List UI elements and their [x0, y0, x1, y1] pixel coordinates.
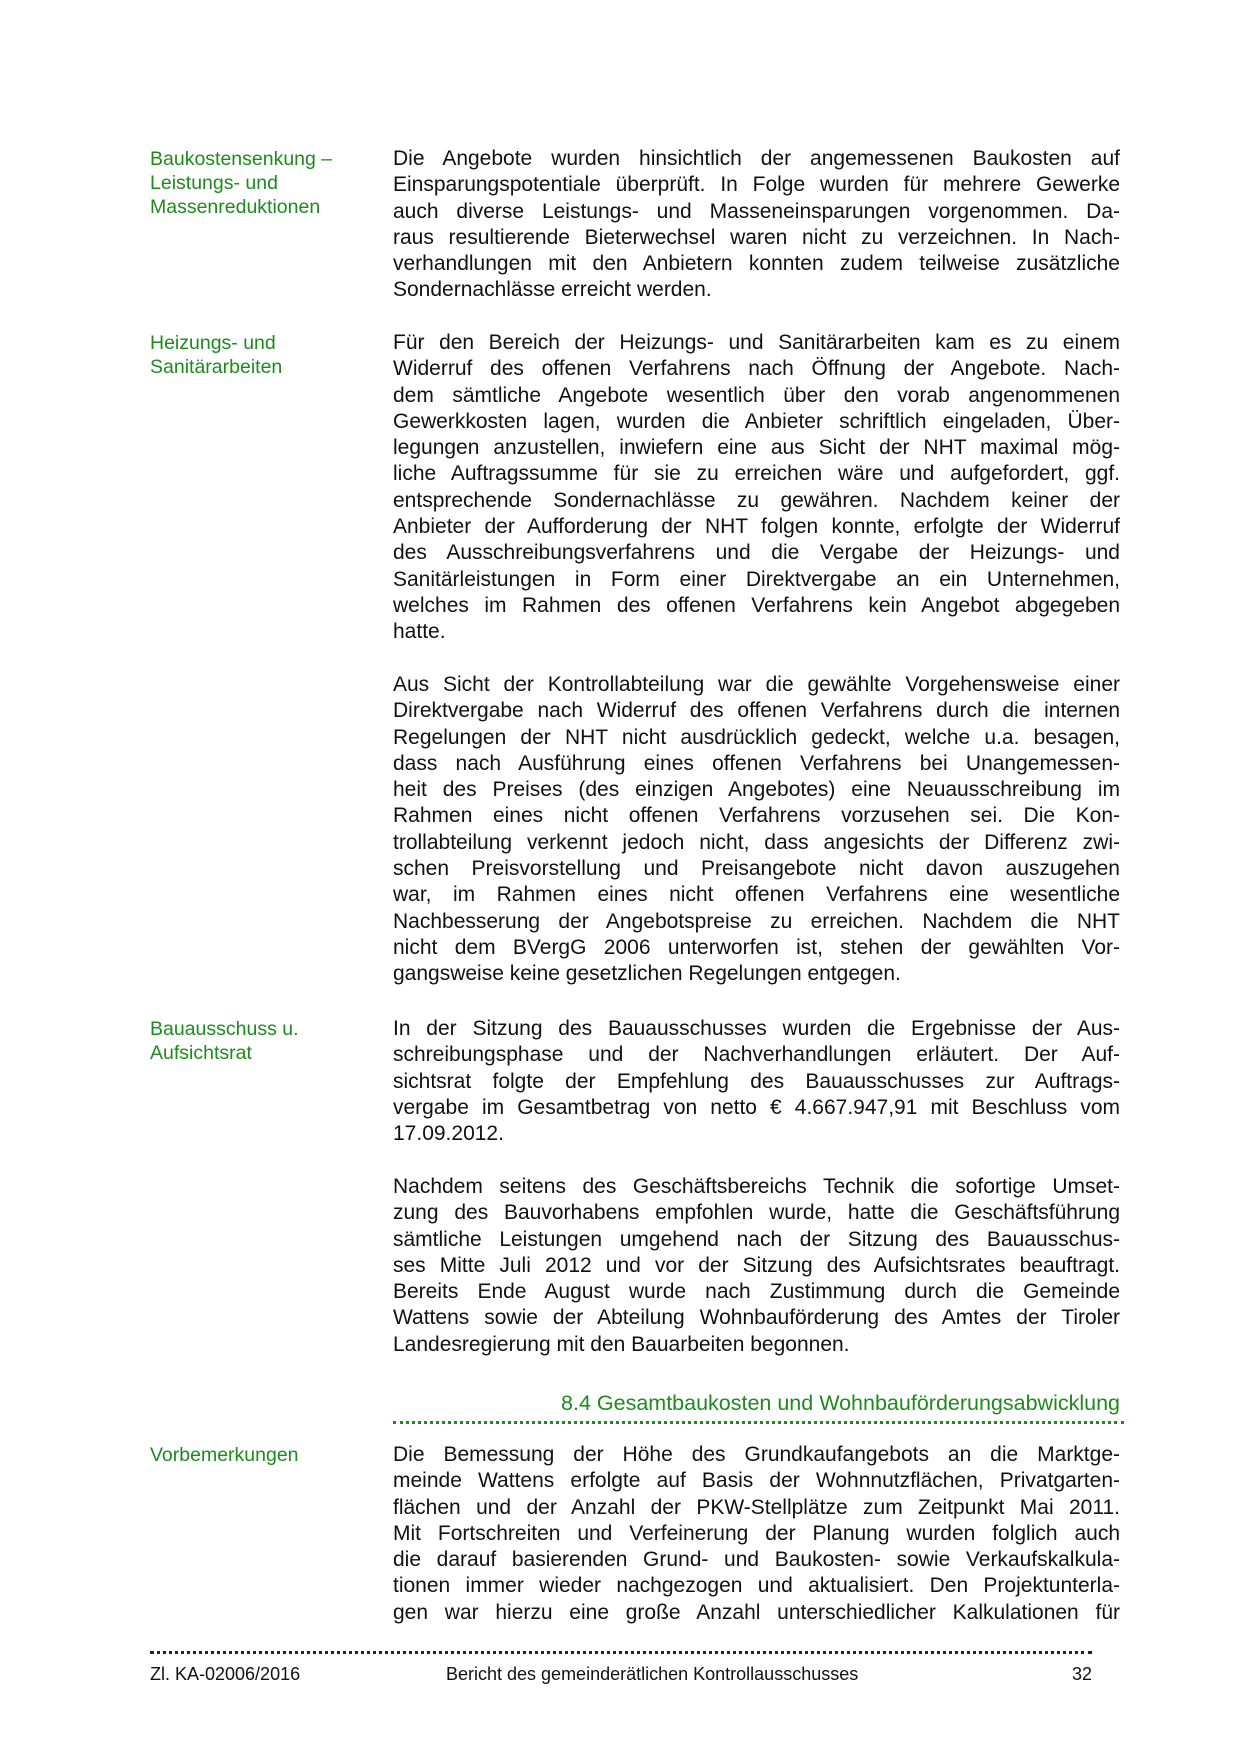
- text-line: Wattens sowie der Abteilung Wohnbauförderung des Amtes der Tiroler: [393, 1306, 1120, 1330]
- text-line: tionen immer wieder nachgezogen und aktualisiert. Den Projektunterla-: [393, 1574, 1120, 1598]
- document-reference: Zl. KA-02006/2016: [150, 1664, 301, 1684]
- text-line: ses Mitte Juli 2012 und vor der Sitzung des Aufsichtsrates beauftragt.: [393, 1253, 1120, 1277]
- text-line: Sanitärleistungen in Form einer Direktvergabe an ein Unternehmen,: [393, 567, 1120, 591]
- text-line: des Ausschreibungsverfahrens und die Vergabe der Heizungs- und: [393, 541, 1120, 565]
- text-line: Nachdem seitens des Geschäftsbereichs Technik die sofortige Umset-: [393, 1175, 1120, 1198]
- paragraph-bauausschuss-sitzung: [393, 1016, 1120, 1147]
- margin-label-baukostensenkung: [150, 147, 380, 219]
- text-line: Direktvergabe nach Widerruf des offenen Verfahrens durch die internen: [393, 699, 1120, 723]
- text-line: trollabteilung verkennt jedoch nicht, dass angesichts der Differenz zwi-: [393, 830, 1120, 854]
- margin-label-line: Heizungs- und: [150, 332, 276, 354]
- margin-label-vorbemerkungen: [150, 1443, 380, 1467]
- text-line: Sondernachlässe erreicht werden.: [393, 278, 712, 302]
- text-line: Die Bemessung der Höhe des Grundkaufangebots an die Marktge-: [393, 1443, 1120, 1466]
- margin-label-line: Sanitärarbeiten: [150, 356, 283, 378]
- page-number: 32: [1071, 1664, 1092, 1684]
- text-line: Mit Fortschreiten und Verfeinerung der Planung wurden folglich auch: [393, 1521, 1120, 1545]
- text-line: nicht dem BVergG 2006 unterworfen ist, stehen der gewählten Vor-: [393, 935, 1120, 959]
- text-line: schen Preisvorstellung und Preisangebote nicht davon auszugehen: [393, 857, 1120, 881]
- text-line: dass nach Ausführung eines offenen Verfahrens bei Unangemessen-: [393, 751, 1120, 775]
- text-line: heit des Preises (des einzigen Angebotes) eine Neuausschreibung im: [393, 778, 1120, 802]
- section-heading: 8.4 Gesamtbaukosten und Wohnbauförderungsabwicklung: [561, 1391, 1120, 1415]
- text-line: vergabe im Gesamtbetrag von netto € 4.667.947,91 mit Beschluss vom: [393, 1095, 1120, 1119]
- text-line: Rahmen eines nicht offenen Verfahrens vorzusehen sei. Die Kon-: [393, 804, 1120, 828]
- report-title: Bericht des gemeinderätlichen Kontrollausschusses: [446, 1664, 859, 1684]
- text-line: Gewerkkosten lagen, wurden die Anbieter schriftlich eingeladen, Über-: [393, 409, 1120, 433]
- text-line: dem sämtliche Angebote wesentlich über den vorab angenommenen: [393, 383, 1120, 407]
- paragraph-baukostensenkung: [393, 146, 1120, 304]
- margin-label-line: Massenreduktionen: [150, 196, 321, 218]
- text-line: gangsweise keine gesetzlichen Regelungen entgegen.: [393, 962, 901, 986]
- text-line: verhandlungen mit den Anbietern konnten zudem teilweise zusätzliche: [393, 252, 1120, 276]
- paragraph-kontrollabteilung-sicht: [393, 672, 1120, 988]
- text-line: hatte.: [393, 620, 446, 644]
- text-line: meinde Wattens erfolgte auf Basis der Wohnnutzflächen, Privatgarten-: [393, 1469, 1120, 1493]
- text-line: Bereits Ende August wurde nach Zustimmung durch die Gemeinde: [393, 1280, 1120, 1304]
- text-line: legungen anzustellen, inwiefern eine aus Sicht der NHT maximal mög-: [393, 436, 1120, 460]
- text-line: Aus Sicht der Kontrollabteilung war die gewählte Vorgehensweise einer: [393, 673, 1120, 696]
- text-line: schreibungsphase und der Nachverhandlungen erläutert. Der Auf-: [393, 1043, 1120, 1067]
- text-line: Für den Bereich der Heizungs- und Sanitärarbeiten kam es zu einem: [393, 331, 1120, 354]
- footer-divider: [150, 1651, 1092, 1654]
- margin-label-line: Bauausschuss u.: [150, 1018, 299, 1040]
- margin-label-bauausschuss: [150, 1017, 380, 1065]
- margin-label-heizung-sanitaer: [150, 331, 380, 379]
- paragraph-heizung-widerruf: [393, 330, 1120, 646]
- section-heading-divider: [393, 1421, 1124, 1424]
- text-line: gen war hierzu eine große Anzahl unterschiedlicher Kalkulationen für: [393, 1600, 1120, 1624]
- text-line: raus resultierende Bieterwechsel waren nicht zu verzeichnen. In Nach-: [393, 225, 1120, 249]
- text-line: Regelungen der NHT nicht ausdrücklich gedeckt, welche u.a. besagen,: [393, 725, 1120, 749]
- text-line: sichtsrat folgte der Empfehlung des Bauausschusses zur Auftrags-: [393, 1069, 1120, 1093]
- text-line: auch diverse Leistungs- und Masseneinsparungen vorgenommen. Da-: [393, 199, 1120, 223]
- text-line: flächen und der Anzahl der PKW-Stellplätze zum Zeitpunkt Mai 2011.: [393, 1495, 1120, 1519]
- text-line: Anbieter der Aufforderung der NHT folgen konnte, erfolgte der Widerruf: [393, 515, 1120, 539]
- text-line: die darauf basierenden Grund- und Baukosten- sowie Verkaufskalkula-: [393, 1548, 1120, 1572]
- text-line: In der Sitzung des Bauausschusses wurden die Ergebnisse der Aus-: [393, 1017, 1120, 1040]
- text-line: Landesregierung mit den Bauarbeiten begonnen.: [393, 1332, 850, 1356]
- text-line: liche Auftragssumme für sie zu erreichen wäre und aufgefordert, ggf.: [393, 462, 1120, 486]
- margin-label-line: Aufsichtsrat: [150, 1042, 252, 1064]
- text-line: Widerruf des offenen Verfahrens nach Öffnung der Angebote. Nach-: [393, 357, 1120, 381]
- text-line: war, im Rahmen eines nicht offenen Verfahrens eine wesentliche: [393, 883, 1120, 907]
- margin-label-line: Leistungs- und: [150, 172, 278, 194]
- text-line: Die Angebote wurden hinsichtlich der angemessenen Baukosten auf: [393, 147, 1120, 170]
- text-line: entsprechende Sondernachlässe zu gewähren. Nachdem keiner der: [393, 488, 1120, 512]
- text-line: 17.09.2012.: [393, 1122, 504, 1146]
- margin-label-line: Vorbemerkungen: [150, 1444, 299, 1466]
- text-line: Nachbesserung der Angebotspreise zu erreichen. Nachdem die NHT: [393, 909, 1120, 933]
- text-line: welches im Rahmen des offenen Verfahrens kein Angebot abgegeben: [393, 593, 1120, 617]
- text-line: Einsparungspotentiale überprüft. In Folge wurden für mehrere Gewerke: [393, 173, 1120, 197]
- text-line: sämtliche Leistungen umgehend nach der Sitzung des Bauausschus-: [393, 1227, 1120, 1251]
- margin-label-line: Baukostensenkung –: [150, 148, 333, 170]
- paragraph-umsetzung: [393, 1174, 1120, 1358]
- text-line: zung des Bauvorhabens empfohlen wurde, hatte die Geschäftsführung: [393, 1201, 1120, 1225]
- paragraph-vorbemerkungen: [393, 1442, 1120, 1626]
